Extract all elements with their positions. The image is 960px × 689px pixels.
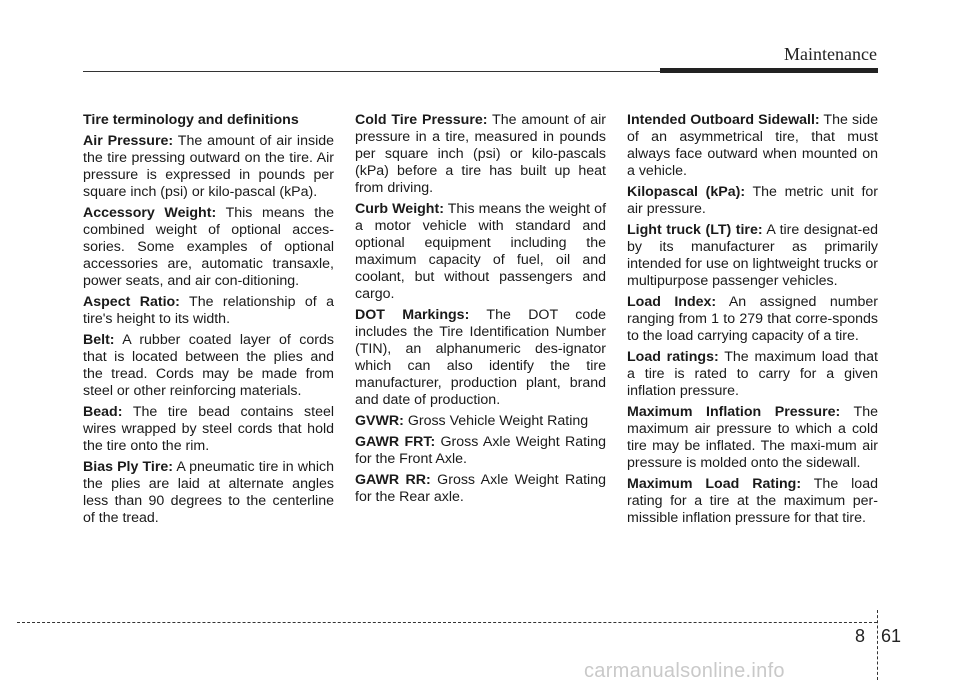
definition-term: GAWR FRT:: [355, 434, 436, 450]
definition-text: A tire designat-ed by its manufacturer as primarily intended for use on lightweight trucks or multipurpose passenger vehicles.: [627, 222, 879, 289]
definition-text: The DOT code includes the Tire Identification Number (TIN), an alphanumeric des-ignator which can also identify the tire manufacturer, production plant, brand and date of production.: [355, 307, 606, 408]
definition-term: DOT Markings:: [355, 307, 470, 323]
definition-entry: [83, 332, 334, 400]
definition-text: The tire bead contains steel wires wrapped by steel cords that hold the tire onto the rim.: [83, 404, 334, 454]
definition-text: The amount of air inside the tire pressing outward on the tire. Air pressure is expressed in pounds per square inch (psi) or kilo-pascal (kPa).: [83, 133, 334, 200]
definition-term: Light truck (LT) tire:: [627, 222, 763, 238]
definition-entry: [83, 294, 334, 328]
definition-term: Kilopascal (kPa):: [627, 184, 746, 200]
definition-term: Load ratings:: [627, 349, 719, 365]
definition-entry: [627, 404, 878, 472]
definition-term: GVWR:: [355, 413, 404, 429]
footer-rule: [17, 622, 877, 623]
definition-entry: [627, 349, 878, 400]
definition-entry: [83, 404, 334, 455]
definition-entry: [355, 307, 606, 409]
definition-term: Maximum Inflation Pressure:: [627, 404, 841, 420]
definition-entry: [83, 205, 334, 290]
definition-text: The amount of air pressure in a tire, measured in pounds per square inch (psi) or kilo-pascals (kPa) before a tire has built up heat from driving.: [355, 112, 606, 196]
definition-term: Maximum Load Rating:: [627, 476, 802, 492]
definition-entry: [83, 133, 334, 201]
definition-term: Curb Weight:: [355, 201, 444, 217]
definition-entry: [355, 472, 606, 506]
definition-text: The maximum air pressure to which a cold tire may be inflated. The maxi-mum air pressure is molded onto the sidewall.: [627, 404, 878, 471]
definition-entry: [355, 413, 606, 430]
definition-term: Load Index:: [627, 294, 717, 310]
header-rule-accent: [660, 68, 878, 73]
definition-entry: [83, 459, 334, 527]
page-header-title: Maintenance: [784, 44, 877, 64]
definition-text: The load rating for a tire at the maximum per-missible inflation pressure for that tire.: [627, 476, 878, 526]
definition-term: Bias Ply Tire:: [83, 459, 173, 475]
column-3: [627, 112, 878, 531]
definition-text: Gross Vehicle Weight Rating: [403, 413, 589, 429]
watermark-text: carmanualsonline.info: [584, 660, 785, 682]
definition-term: Aspect Ratio:: [83, 294, 180, 310]
definition-text: The relationship of a tire's height to its width.: [83, 294, 334, 327]
definition-entry: [627, 294, 878, 345]
definition-text: A pneumatic tire in which the plies are laid at alternate angles less than 90 degrees to the centerline of the tread.: [83, 459, 334, 526]
definition-term: Belt:: [83, 332, 115, 348]
column-2: [355, 112, 606, 510]
definition-entry: [627, 184, 878, 218]
definition-text: The metric unit for air pressure.: [627, 184, 878, 217]
column-1: [83, 112, 334, 531]
definition-entry: [627, 112, 878, 180]
definition-text: This means the weight of a motor vehicle with standard and optional equipment including the maximum capacity of fuel, oil and coolant, but without passengers and cargo.: [355, 201, 607, 302]
page-number: 61: [881, 626, 902, 646]
definition-term: Bead:: [83, 404, 123, 420]
section-heading: Tire terminology and definitions: [83, 112, 299, 128]
definition-term: Air Pressure:: [83, 133, 174, 149]
definition-text: Gross Axle Weight Rating for the Rear axle.: [355, 472, 606, 505]
definition-term: Cold Tire Pressure:: [355, 112, 488, 128]
definition-term: Accessory Weight:: [83, 205, 217, 221]
definition-entry: [355, 201, 606, 303]
page-number-separator: [877, 610, 878, 680]
definition-entry: [627, 476, 878, 527]
definition-text: A rubber coated layer of cords that is located between the plies and the tread. Cords may be made from steel or other reinforcing materials.: [83, 332, 334, 399]
definition-text: The side of an asymmetrical tire, that must always face outward when mounted on a vehicle.: [627, 112, 878, 179]
definition-text: This means the combined weight of optional acces-sories. Some examples of optional accessories are, automatic transaxle, power seats, and air con-ditioning.: [83, 205, 334, 289]
definition-term: GAWR RR:: [355, 472, 431, 488]
definition-text: The maximum load that a tire is rated to carry for a given inflation pressure.: [627, 349, 878, 399]
definition-entry: [355, 434, 606, 468]
definition-entry: [627, 222, 878, 290]
definition-term: Intended Outboard Sidewall:: [627, 112, 820, 128]
definition-text: Gross Axle Weight Rating for the Front Axle.: [355, 434, 606, 467]
definition-text: An assigned number ranging from 1 to 279 that corre-sponds to the load carrying capacity of a tire.: [627, 294, 878, 344]
header-rule: [83, 71, 663, 72]
definition-entry: [355, 112, 606, 197]
chapter-number: 8: [855, 626, 866, 646]
